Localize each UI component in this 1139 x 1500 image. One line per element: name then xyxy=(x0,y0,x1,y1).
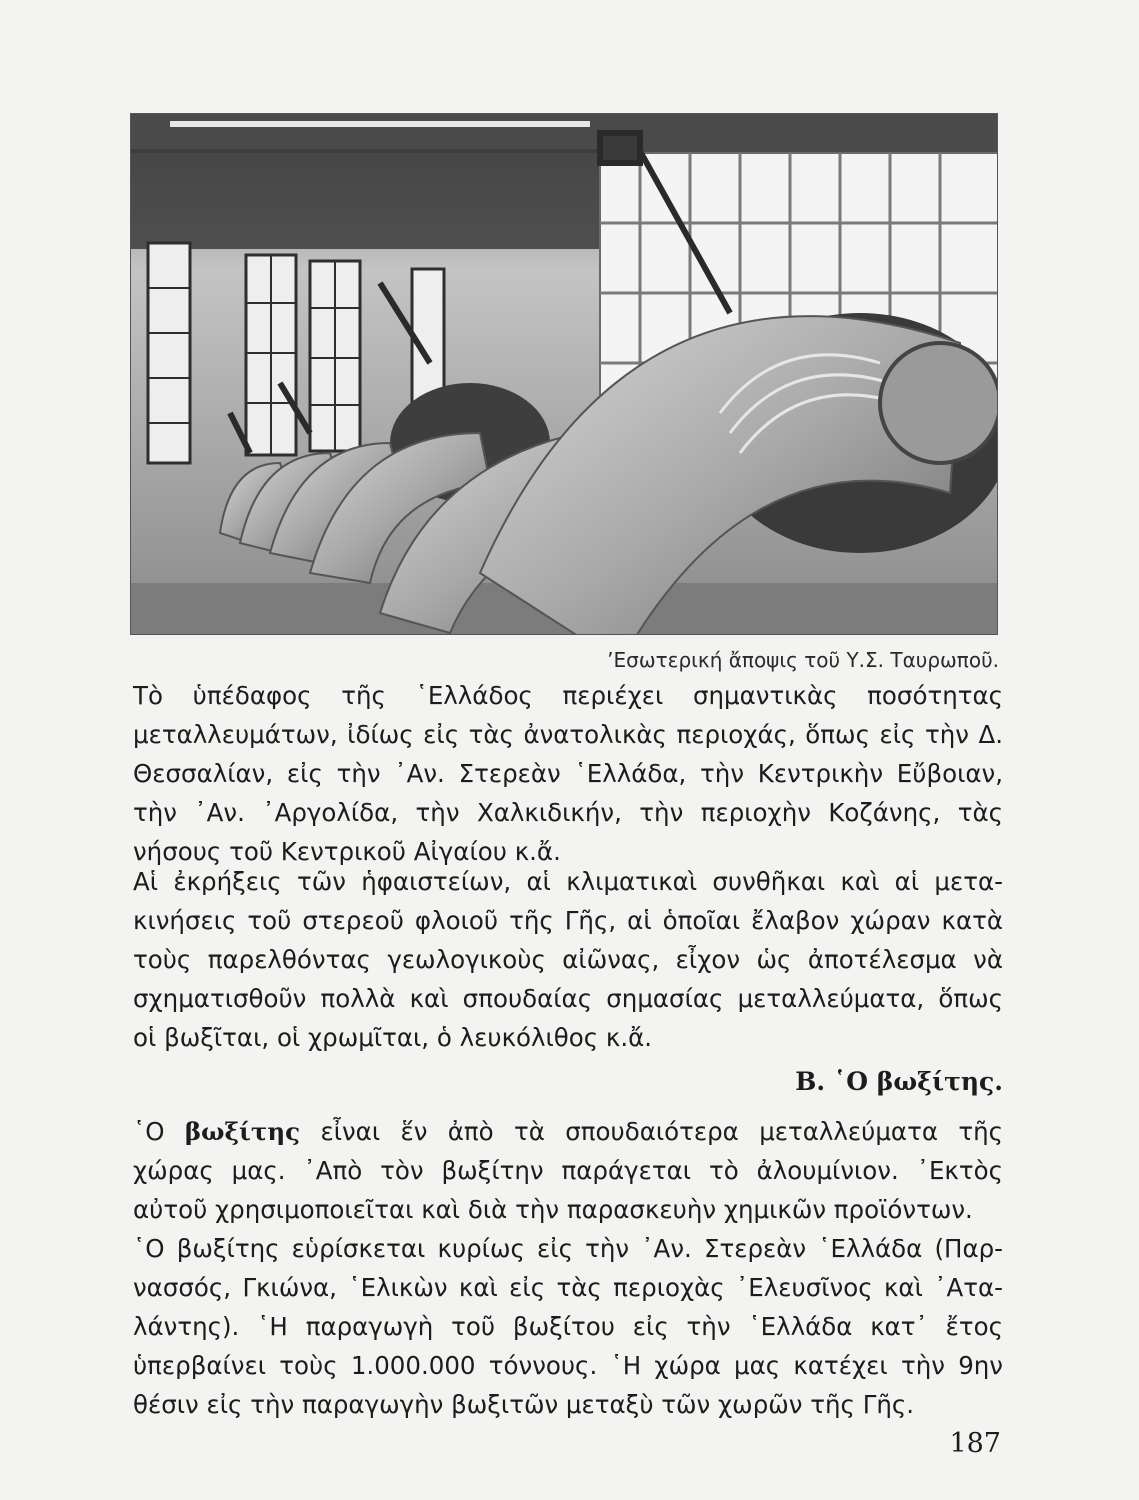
text-line: ῾Ο βωξίτης εὑρίσκεται κυρίως εἰς τὴν ᾿Αν. Στερεὰν ῾Ελλάδα (Παρ- xyxy=(133,1234,1003,1263)
photo-caption: ’Εσωτερική ἄποψις τοῦ Υ.Σ. Ταυρωποῦ. xyxy=(607,648,999,672)
text-line: χώρας μας. ᾿Απὸ τὸν βωξίτην παράγεται τὸ ἀλουμίνιον. ᾿Εκτὸς xyxy=(133,1156,1003,1185)
page-number: 187 xyxy=(949,1428,1001,1459)
section-heading: Β. ῾Ο βωξίτης. xyxy=(795,1067,1003,1096)
text-line: νασσός, Γκιώνα, ῾Ελικὼν καὶ εἰς τὰς περιοχὰς ᾿Ελευσῖνος καὶ ᾿Ατα- xyxy=(133,1273,1003,1302)
text-line: τοὺς παρελθόντας γεωλογικοὺς αἰῶνας, εἶχον ὡς ἀποτέλεσμα νὰ xyxy=(133,945,1003,974)
text-line: σχηματισθοῦν πολλὰ καὶ σπουδαίας σημασίας μεταλλεύματα, ὅπως xyxy=(133,984,1003,1013)
text-fragment: ῾Ο xyxy=(133,1117,185,1146)
hydropower-station-photo xyxy=(130,113,998,635)
paragraph-2 xyxy=(133,862,1003,1057)
bold-term: βωξίτης xyxy=(184,1117,301,1146)
text-line: Τὸ ὑπέδαφος τῆς ῾Ελλάδος περιέχει σημαντικὰς ποσότητας xyxy=(133,681,1003,710)
text-line: θέσιν εἰς τὴν παραγωγὴν βωξιτῶν μεταξὺ τῶν χωρῶν τῆς Γῆς. xyxy=(133,1390,915,1419)
text-line: ὑπερβαίνει τοὺς 1.000.000 τόννους. ῾Η χώρα μας κατέχει τὴν 9ην xyxy=(133,1351,1003,1380)
paragraph-3 xyxy=(133,1112,1003,1229)
text-line: κινήσεις τοῦ στερεοῦ φλοιοῦ τῆς Γῆς, αἱ ὁποῖαι ἔλαβον χώραν κατὰ xyxy=(133,906,1003,935)
text-line: οἱ βωξῖται, οἱ χρωμῖται, ὁ λευκόλιθος κ.ἄ. xyxy=(133,1023,653,1052)
text-line: τὴν ᾿Αν. ᾿Αργολίδα, τὴν Χαλκιδικήν, τὴν περιοχὴν Κοζάνης, τὰς xyxy=(133,798,1003,827)
text-line: Αἱ ἐκρήξεις τῶν ἡφαιστείων, αἱ κλιματικαὶ συνθῆκαι καὶ αἱ μετα- xyxy=(133,867,1003,896)
text-line: λάντης). ῾Η παραγωγὴ τοῦ βωξίτου εἰς τὴν ῾Ελλάδα κατ᾿ ἔτος xyxy=(133,1312,1003,1341)
text-line: μεταλλευμάτων, ἰδίως εἰς τὰς ἀνατολικὰς περιοχάς, ὅπως εἰς τὴν Δ. xyxy=(133,720,1003,749)
text-line: αὐτοῦ χρησιμοποιεῖται καὶ διὰ τὴν παρασκευὴν χημικῶν προϊόντων. xyxy=(133,1195,973,1224)
paragraph-1 xyxy=(133,676,1003,871)
text-fragment: εἶναι ἕν ἀπὸ τὰ σπουδαιότερα μεταλλεύματα τῆς xyxy=(300,1117,1003,1146)
text-line: νήσους τοῦ Κεντρικοῦ Αἰγαίου κ.ἄ. xyxy=(133,837,561,866)
turbine-hall-illustration xyxy=(130,113,998,635)
text-line xyxy=(133,1112,1003,1151)
paragraph-4 xyxy=(133,1229,1003,1424)
text-line: Θεσσαλίαν, εἰς τὴν ᾿Αν. Στερεὰν ῾Ελλάδα, τὴν Κεντρικὴν Εὔβοιαν, xyxy=(133,759,1003,788)
